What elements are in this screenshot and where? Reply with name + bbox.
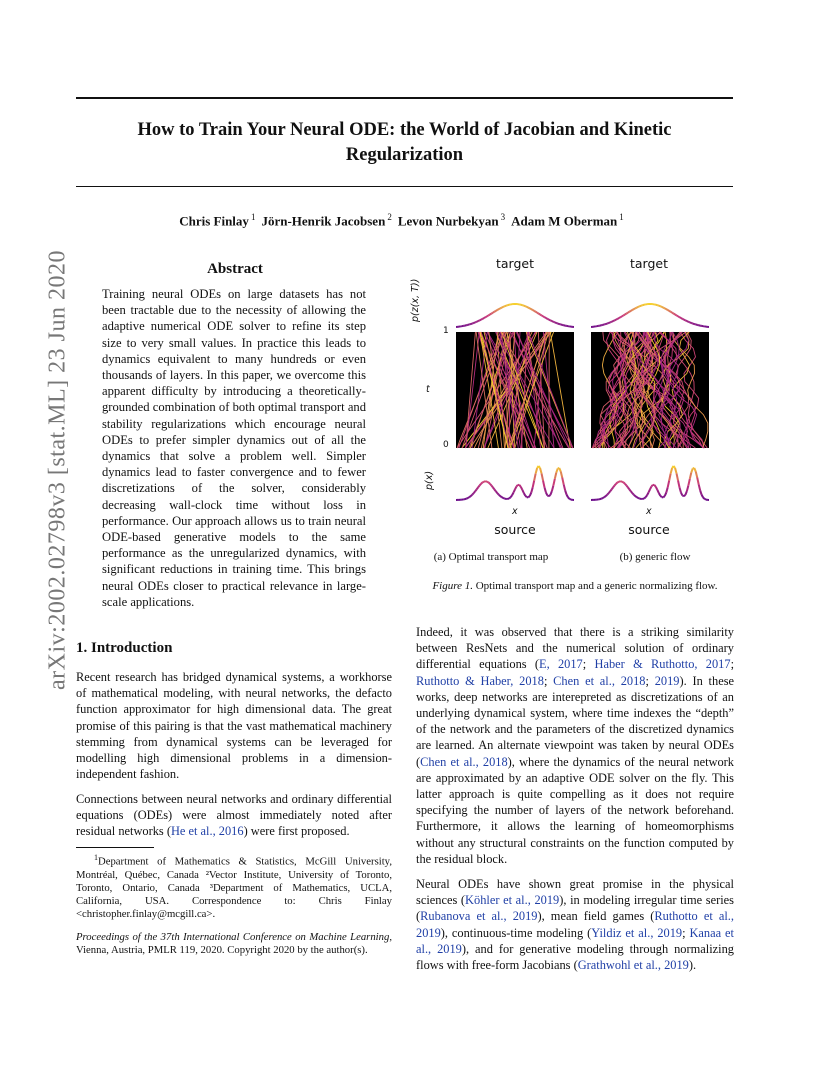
source-density-segment [637, 497, 638, 498]
panel-b-plot [591, 280, 709, 508]
source-density-segment [496, 491, 497, 493]
figure-caption [416, 580, 734, 592]
panel-a-target-density [456, 304, 574, 327]
paragraph-text: ). In these works, deep networks are interepreted as discretizations of an underlying dynamical system, where time indexes the “depth” of the network and the parameters of the discretized dynamics are learned. An alternate viewpoint was taken by neural ODEs ( [416, 673, 735, 769]
source-density-segment [687, 486, 688, 492]
source-density-segment [681, 493, 682, 496]
target-density-segment [637, 307, 638, 308]
source-density-segment [684, 495, 685, 496]
target-density-segment [549, 320, 550, 321]
source-density-segment [646, 495, 647, 497]
author-affiliation: 1 [619, 212, 624, 222]
target-density-segment [662, 307, 663, 308]
title-bottom-rule [76, 186, 733, 187]
source-density-segment [471, 495, 472, 496]
source-density-segment [657, 490, 658, 493]
source-density-segment [528, 496, 529, 497]
source-density-segment [647, 493, 648, 496]
target-density-segment [493, 312, 494, 313]
target-density-segment [547, 319, 548, 320]
target-density-segment [546, 318, 547, 319]
target-density-segment [534, 311, 535, 312]
source-density-segment [512, 493, 513, 496]
target-density-segment [553, 322, 554, 323]
source-density-segment [690, 472, 691, 478]
source-density-segment [638, 498, 639, 499]
source-density-segment [696, 471, 697, 477]
source-density-segment [660, 496, 661, 498]
source-density-segment [546, 493, 547, 496]
ylabel-top: p(z(x, T)) [410, 278, 421, 322]
target-density-segment [478, 320, 479, 321]
abstract-body: Training neural ODEs on large datasets has not been tractable due to the necessity of allowing the adaptive numerical ODE solver to refine its step size to very small values. In practice this leads to dynamics equivalent to many hundreds or even thousands of layers. In this paper, we overcome this apparent difficulty by introducing a theoretically-grounded combination of both optimal transport and stability regularizations which encourage neural ODEs to prefer simpler dynamics out of all the dynamics that solve a problem well. Simpler dynamics lead to faster convergence and to fewer discretizations of the solver, considerably decreasing wall-clock time without loss in performance. Our approach allows us to train neural ODE-based generative models to the same performance as the unregularized dynamics, with significant reductions in training time. This brings neural ODEs closer to practical relevance in large-scale applications. [102, 287, 366, 609]
intro-p2-text-a: Connections between neural networks and ordinary differential equations (ODEs) were almost immediately noted after residual networks ( [76, 792, 392, 839]
source-density-segment [536, 468, 537, 473]
tick-label-1: 1 [443, 326, 449, 336]
source-density-segment [522, 490, 523, 493]
target-density-segment [527, 307, 528, 308]
source-density-segment [540, 468, 541, 473]
source-density-segment [626, 485, 627, 487]
target-density-segment [496, 310, 497, 311]
target-density-segment [628, 312, 629, 313]
source-density-segment [634, 495, 635, 496]
target-density-segment [677, 315, 678, 316]
paragraph-text: ), and for generative modeling through normalizing flows with free-form Jacobians ( [416, 941, 734, 973]
target-density-segment [669, 311, 670, 312]
panel-b-title: target [629, 256, 668, 271]
target-density-segment [668, 310, 669, 311]
panel-a-caption: (a) Optimal transport map [433, 551, 549, 563]
target-density-segment [684, 320, 685, 321]
source-density-segment [515, 486, 516, 489]
paragraph-text: ; [645, 673, 655, 688]
right-paragraph-1 [416, 624, 734, 867]
target-density-segment [618, 318, 619, 319]
target-density-segment [540, 315, 541, 316]
footnote-mark: 1 [94, 853, 98, 862]
source-density-segment [487, 482, 488, 483]
section-heading-introduction: 1. Introduction [76, 640, 173, 656]
target-density-segment [472, 323, 473, 324]
target-density-segment [552, 321, 553, 322]
source-density-segment [488, 482, 489, 483]
source-density-segment [567, 495, 568, 498]
target-density-segment [678, 316, 679, 317]
source-density-segment [629, 489, 630, 491]
figure-caption-text: Optimal transport map and a generic normalizing flow. [472, 580, 718, 592]
panel-a-xlabel: source [494, 522, 536, 537]
paragraph-text: ). [688, 958, 697, 973]
tick-label-0: 0 [443, 440, 449, 450]
target-density-segment [483, 318, 484, 319]
abstract-heading: Abstract [207, 261, 263, 277]
source-density-segment [685, 491, 686, 495]
source-density-segment [699, 484, 700, 490]
source-density-segment [656, 487, 657, 490]
proceedings-venue: Proceedings of the 37th International Conference on Machine Learning [76, 931, 390, 943]
target-density-segment [631, 310, 632, 311]
source-density-segment [556, 468, 557, 472]
target-density-segment [484, 317, 485, 318]
source-density-segment [555, 472, 556, 478]
target-density-segment [490, 314, 491, 315]
source-density-segment [493, 487, 494, 489]
target-density-segment [625, 314, 626, 315]
source-density-segment [609, 491, 610, 493]
source-density-segment [499, 495, 500, 496]
source-density-segment [466, 498, 467, 499]
citation-link[interactable]: Yildiz et al., 2019 [591, 925, 683, 940]
target-density-segment [555, 322, 556, 323]
target-density-segment [616, 319, 617, 320]
source-density-segment [565, 490, 566, 494]
author-affiliation: 1 [250, 212, 256, 222]
target-density-segment [659, 306, 660, 307]
target-density-segment [503, 306, 504, 307]
source-density-segment [524, 493, 525, 496]
target-density-segment [629, 311, 630, 312]
target-density-segment [680, 317, 681, 318]
target-density-segment [477, 321, 478, 322]
source-density-segment [607, 493, 608, 495]
source-density-segment [543, 481, 544, 488]
panel-b-xlabel: source [628, 522, 670, 537]
intro-p2-text-b: ) were first proposed. [243, 824, 350, 839]
target-density-segment [681, 318, 682, 319]
ylabel-time: t [426, 384, 430, 395]
target-density-segment [607, 323, 608, 324]
target-density-segment [524, 306, 525, 307]
intro-paragraph-2 [76, 791, 392, 840]
target-density-segment [688, 322, 689, 323]
panel-a-x-label: x [512, 506, 518, 517]
target-density-segment [663, 308, 664, 309]
paragraph-text: ), mean field games ( [537, 909, 655, 924]
source-density-segment [651, 485, 652, 487]
source-density-segment [509, 497, 510, 498]
source-density-segment [666, 487, 667, 492]
target-density-segment [545, 317, 546, 318]
source-density-segment [700, 490, 701, 494]
source-density-segment [650, 486, 651, 489]
source-density-segment [625, 484, 626, 486]
source-density-segment [612, 487, 613, 489]
source-density-segment [702, 495, 703, 498]
target-density-segment [539, 314, 540, 315]
source-density-segment [550, 491, 551, 495]
target-density-segment [499, 308, 500, 309]
source-density-segment [502, 497, 503, 498]
source-density-segment [472, 493, 473, 495]
target-density-segment [528, 308, 529, 309]
target-density-segment [640, 306, 641, 307]
target-density-segment [550, 320, 551, 321]
footnote-proceedings [76, 931, 392, 957]
target-density-segment [622, 315, 623, 316]
target-density-segment [612, 321, 613, 322]
target-density-segment [525, 306, 526, 307]
source-density-segment [697, 477, 698, 484]
citation-link[interactable]: He et al., 2016 [170, 824, 244, 839]
source-density-segment [564, 484, 565, 490]
citation-link[interactable]: Rubanova et al., 2019 [420, 909, 538, 924]
source-density-segment [694, 468, 695, 471]
author-name: Jörn-Henrik Jacobsen [261, 213, 386, 229]
panel-a-source-density [456, 466, 574, 500]
author-list [76, 212, 733, 229]
target-density-segment [615, 320, 616, 321]
paragraph-text: ; [543, 673, 554, 688]
target-density-segment [613, 320, 614, 321]
target-density-segment [666, 309, 667, 310]
target-density-segment [543, 316, 544, 317]
source-density-segment [675, 468, 676, 473]
target-density-segment [497, 309, 498, 310]
target-density-segment [626, 313, 627, 314]
target-density-segment [502, 307, 503, 308]
source-density-segment [654, 485, 655, 487]
title-line-1: How to Train Your Neural ODE: the World of Jacobian and Kinetic [137, 120, 672, 140]
target-density-segment [486, 316, 487, 317]
citation-link[interactable]: Kanaa et al., 2019 [416, 925, 734, 956]
target-density-segment [558, 324, 559, 325]
target-density-segment [542, 315, 543, 316]
source-density-segment [669, 474, 670, 481]
target-density-segment [693, 324, 694, 325]
target-density-segment [505, 306, 506, 307]
source-density-segment [677, 474, 678, 481]
source-density-segment [665, 493, 666, 496]
source-density-segment [613, 485, 614, 487]
source-density-segment [618, 482, 619, 483]
source-density-segment [691, 468, 692, 472]
source-density-segment [525, 496, 526, 498]
author-name: Adam M Oberman [511, 213, 618, 229]
author-affiliation: 2 [387, 212, 392, 222]
target-density-segment [474, 322, 475, 323]
target-density-segment [674, 314, 675, 315]
source-density-segment [534, 474, 535, 481]
target-density-segment [610, 322, 611, 323]
paragraph-text: ), in modeling irregular time series ( [416, 893, 734, 924]
footnote-affiliations [76, 851, 392, 922]
source-density-segment [649, 489, 650, 492]
target-density-segment [531, 309, 532, 310]
source-density-segment [635, 496, 636, 497]
panel-a-plot [456, 280, 574, 508]
panel-b-source-density [591, 466, 709, 500]
target-density-segment [623, 315, 624, 316]
source-density-segment [553, 479, 554, 486]
paragraph-text: Indeed, it was observed that there is a striking similarity between ResNets and the numerical solution of ordinary differential equations ( [416, 625, 734, 672]
source-density-segment [511, 495, 512, 497]
footnote-rule [76, 847, 154, 848]
source-density-segment [671, 468, 672, 473]
target-density-segment [494, 311, 495, 312]
source-density-segment [680, 487, 681, 492]
source-density-segment [601, 498, 602, 499]
target-density-segment [619, 317, 620, 318]
paragraph-text: ), where the dynamics of the neural network are approximated by an adaptive ODE solver on the fly. This latter approach is quite compelling as it does not require specifying the number of layers of the network beforehand. Furthermore, it allows the learning of homeomorphisms without any structural constraints on the function computed by the residual block. [416, 754, 734, 866]
proceedings-details: , Vienna, Austria, PMLR 119, 2020. Copyright 2020 by the author(s). [76, 931, 392, 957]
source-density-segment [663, 496, 664, 497]
target-density-segment [632, 309, 633, 310]
target-density-segment [537, 313, 538, 314]
source-density-segment [678, 481, 679, 488]
panel-b-caption: (b) generic flow [619, 551, 691, 563]
source-density-segment [552, 486, 553, 492]
source-density-segment [533, 481, 534, 488]
target-density-segment [660, 306, 661, 307]
author-name: Chris Finlay [179, 213, 249, 229]
target-density-segment [530, 308, 531, 309]
citation-link[interactable]: Köhler et al., 2019 [465, 893, 560, 908]
panel-b-target-density [591, 304, 709, 327]
footnote-affiliations-text: Department of Mathematics & Statistics, McGill University, Montréal, Québec, Canada ²Vector Institute, University of Toronto, Toronto, Ontario, Canada ³Department of Mathematics, UCLA, California, USA. Correspondence to: Chris Finlay <christopher.finlay@mcgill.ca>. [76, 855, 392, 921]
source-density-segment [469, 496, 470, 497]
paragraph-text: Neural ODEs have shown great promise in the physical sciences ( [416, 877, 734, 908]
target-density-segment [635, 308, 636, 309]
target-density-segment [475, 322, 476, 323]
source-density-segment [519, 485, 520, 487]
source-density-segment [674, 466, 675, 468]
source-density-segment [606, 495, 607, 496]
panel-a-title: target [495, 256, 534, 271]
source-density-segment [478, 485, 479, 487]
source-density-segment [668, 481, 669, 488]
target-density-segment [556, 323, 557, 324]
source-density-segment [562, 477, 563, 484]
source-density-segment [477, 487, 478, 489]
source-density-segment [542, 474, 543, 481]
source-density-segment [628, 487, 629, 489]
source-density-segment [474, 491, 475, 493]
source-density-segment [531, 487, 532, 492]
target-density-segment [671, 312, 672, 313]
source-density-segment [570, 499, 571, 500]
target-density-segment [487, 315, 488, 316]
paragraph-text: ; [730, 657, 735, 672]
citation-link[interactable]: Ruthotto et al., 2019 [416, 909, 734, 940]
right-paragraph-2 [416, 876, 734, 973]
source-density-segment [559, 468, 560, 471]
ylabel-bottom: p(x) [424, 470, 435, 490]
target-density-segment [621, 316, 622, 317]
source-density-segment [539, 466, 540, 468]
target-density-segment [665, 308, 666, 309]
citation-link[interactable]: Haber & Ruthotto, 2017 [594, 657, 731, 672]
source-density-segment [623, 482, 624, 483]
panel-b-x-label: x [646, 506, 652, 517]
intro-paragraph-1: Recent research has bridged dynamical systems, a workhorse of mathematical modeling, with neural networks, the defacto function approximator for high dimensional data. The great promise of this pairing is that the vast mathematical machinery stemming from dynamical systems can be leveraged for modelling high dimensional problems in a dimension-independent fashion. [76, 670, 392, 782]
source-density-segment [491, 485, 492, 487]
target-density-segment [491, 313, 492, 314]
source-density-segment [468, 497, 469, 498]
paragraph-text: ; [682, 925, 690, 940]
target-density-segment [500, 308, 501, 309]
paragraph-text: ), continuous-time modeling ( [440, 925, 592, 940]
source-density-segment [480, 484, 481, 486]
source-density-segment [497, 493, 498, 495]
target-density-segment [533, 310, 534, 311]
target-density-segment [691, 323, 692, 324]
source-density-segment [610, 489, 611, 491]
source-density-segment [644, 497, 645, 498]
target-density-segment [682, 319, 683, 320]
source-density-segment [521, 487, 522, 490]
source-density-segment [516, 485, 517, 487]
source-density-segment [603, 497, 604, 498]
source-density-segment [604, 496, 605, 497]
target-density-segment [675, 315, 676, 316]
source-density-segment [549, 495, 550, 496]
target-density-segment [638, 306, 639, 307]
target-density-segment [480, 320, 481, 321]
citation-link[interactable]: Chen et al., 2018 [553, 673, 646, 688]
target-density-segment [606, 324, 607, 325]
source-density-segment [615, 484, 616, 486]
author-name: Levon Nurbekyan [397, 213, 499, 229]
arxiv-identifier: arXiv:2002.02798v3 [stat.ML] 23 Jun 2020 [44, 250, 71, 690]
target-density-segment [536, 312, 537, 313]
citation-link[interactable]: Chen et al., 2018 [420, 754, 508, 769]
source-density-segment [514, 489, 515, 492]
source-density-segment [616, 482, 617, 483]
source-density-segment [688, 479, 689, 486]
citation-link[interactable]: E, 2017 [539, 657, 583, 672]
citation-link[interactable]: Ruthotto & Haber, 2018 [416, 673, 544, 688]
target-density-segment [488, 315, 489, 316]
target-density-segment [687, 321, 688, 322]
top-rule [76, 97, 733, 99]
target-density-segment [481, 319, 482, 320]
paper-title [76, 118, 733, 168]
target-density-segment [690, 322, 691, 323]
source-density-segment [481, 482, 482, 483]
source-density-segment [703, 498, 704, 499]
target-density-segment [672, 313, 673, 314]
title-line-2: Regularization [345, 145, 464, 165]
source-density-segment [490, 484, 491, 486]
source-density-segment [622, 482, 623, 483]
source-density-segment [632, 493, 633, 495]
source-density-segment [631, 491, 632, 493]
target-density-segment [634, 308, 635, 309]
target-density-segment [685, 320, 686, 321]
source-density-segment [705, 499, 706, 500]
source-density-segment [483, 482, 484, 483]
source-density-segment [561, 471, 562, 477]
source-density-segment [494, 489, 495, 491]
target-density-segment [609, 322, 610, 323]
source-density-segment [659, 493, 660, 496]
citation-link[interactable]: Grathwohl et al., 2019 [577, 958, 689, 973]
source-density-segment [545, 487, 546, 492]
author-affiliation: 3 [500, 212, 506, 222]
citation-link[interactable]: 2019 [654, 673, 680, 688]
source-density-segment [530, 493, 531, 496]
target-density-segment [471, 324, 472, 325]
source-density-segment [503, 498, 504, 499]
figure-caption-label: Figure 1. [432, 580, 473, 592]
paragraph-text: ; [582, 657, 595, 672]
source-density-segment [568, 498, 569, 499]
source-density-segment [500, 496, 501, 497]
source-density-segment [475, 489, 476, 491]
